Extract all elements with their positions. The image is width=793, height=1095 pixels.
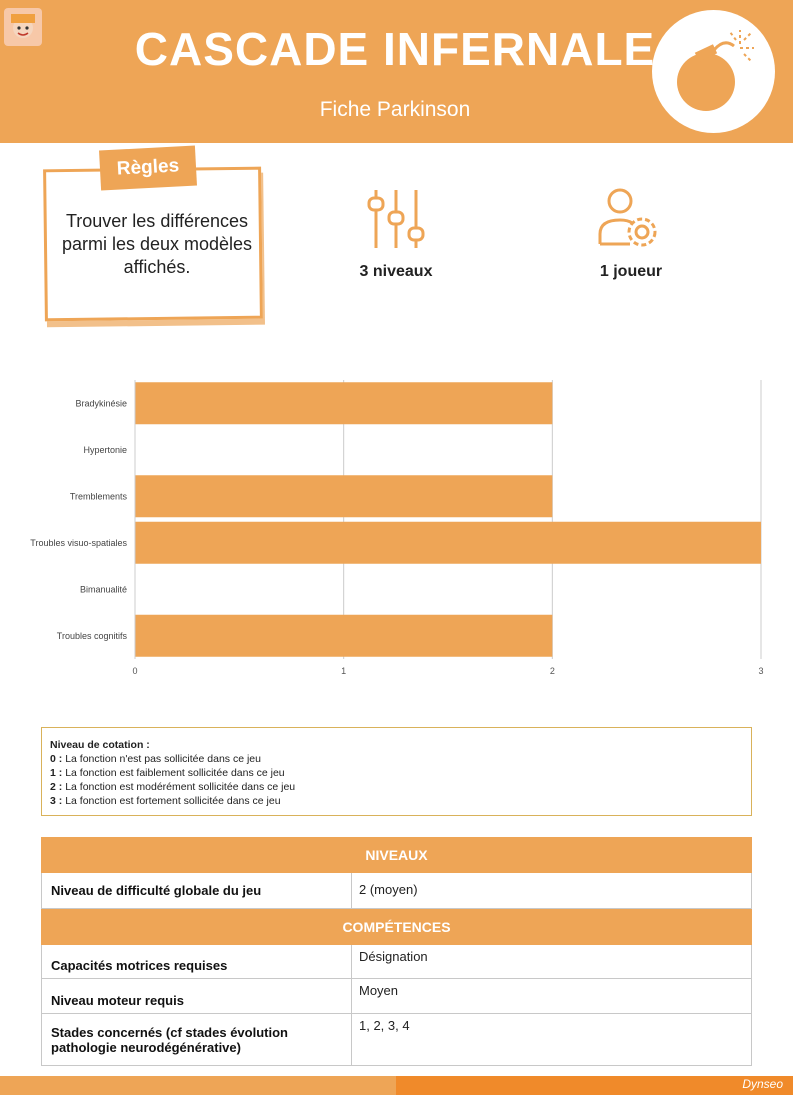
difficulty-label: Niveau de difficulté globale du jeu bbox=[42, 873, 352, 908]
bomb-icon bbox=[652, 10, 775, 133]
category-label: Tremblements bbox=[69, 491, 127, 502]
stages-value: 1, 2, 3, 4 bbox=[359, 1018, 410, 1033]
user-gear-icon bbox=[596, 186, 662, 252]
table-row bbox=[41, 979, 752, 1014]
category-label: Bradykinésie bbox=[75, 398, 127, 409]
info-table bbox=[41, 837, 752, 1066]
footer-bar-left bbox=[0, 1076, 396, 1095]
x-tick-label: 1 bbox=[341, 666, 347, 676]
legend-item: 1 : La fonction est faiblement sollicitée dans ce jeu bbox=[50, 767, 285, 779]
skills-bar-chart bbox=[0, 360, 793, 680]
category-label: Troubles cognitifs bbox=[56, 630, 127, 641]
players-count: 1 joueur bbox=[599, 263, 663, 280]
legend-item: 0 : La fonction n'est pas sollicitée dans ce jeu bbox=[50, 753, 261, 765]
motor-label: Capacités motrices requises bbox=[42, 945, 352, 978]
bar bbox=[135, 475, 552, 517]
legend-title: Niveau de cotation : bbox=[50, 739, 150, 751]
stages-label: Stades concernés (cf stades évolution pathologie neurodégénérative) bbox=[42, 1014, 352, 1065]
page-subtitle: Fiche Parkinson bbox=[319, 98, 471, 121]
category-label: Troubles visuo-spatiales bbox=[30, 537, 127, 548]
category-label: Bimanualité bbox=[79, 584, 127, 595]
niveaux-header: NIVEAUX bbox=[41, 837, 752, 873]
legend-item: 2 : La fonction est modérément sollicitée dans ce jeu bbox=[50, 781, 296, 793]
legend-item: 3 : La fonction est fortement sollicitée dans ce jeu bbox=[50, 795, 281, 807]
rating-legend bbox=[41, 727, 752, 816]
x-tick-label: 3 bbox=[758, 666, 764, 676]
page-title: CASCADE INFERNALE bbox=[134, 23, 656, 75]
motor-level-value: Moyen bbox=[359, 983, 399, 998]
motor-level-label: Niveau moteur requis bbox=[42, 979, 352, 1013]
x-tick-label: 0 bbox=[132, 666, 138, 676]
bar bbox=[135, 382, 552, 424]
competences-header: COMPÉTENCES bbox=[41, 909, 752, 945]
bar bbox=[135, 522, 761, 564]
rules-text: Trouver les différences parmi les deux modèles affichés. bbox=[61, 211, 253, 277]
category-label: Hypertonie bbox=[83, 444, 127, 455]
footer-bar-right bbox=[396, 1076, 793, 1095]
table-row bbox=[41, 945, 752, 979]
motor-value: Désignation bbox=[359, 949, 428, 964]
table-row bbox=[41, 873, 752, 909]
footer-brand: Dynseo bbox=[742, 1077, 783, 1091]
app-logo bbox=[4, 8, 42, 46]
levels-count: 3 niveaux bbox=[359, 263, 433, 280]
rules-tag: Règles bbox=[99, 146, 197, 191]
table-row bbox=[41, 1014, 752, 1066]
difficulty-value: 2 (moyen) bbox=[359, 882, 418, 897]
header-banner bbox=[0, 0, 793, 143]
sliders-icon bbox=[362, 186, 428, 252]
x-tick-label: 2 bbox=[549, 666, 555, 676]
bar bbox=[135, 615, 552, 657]
